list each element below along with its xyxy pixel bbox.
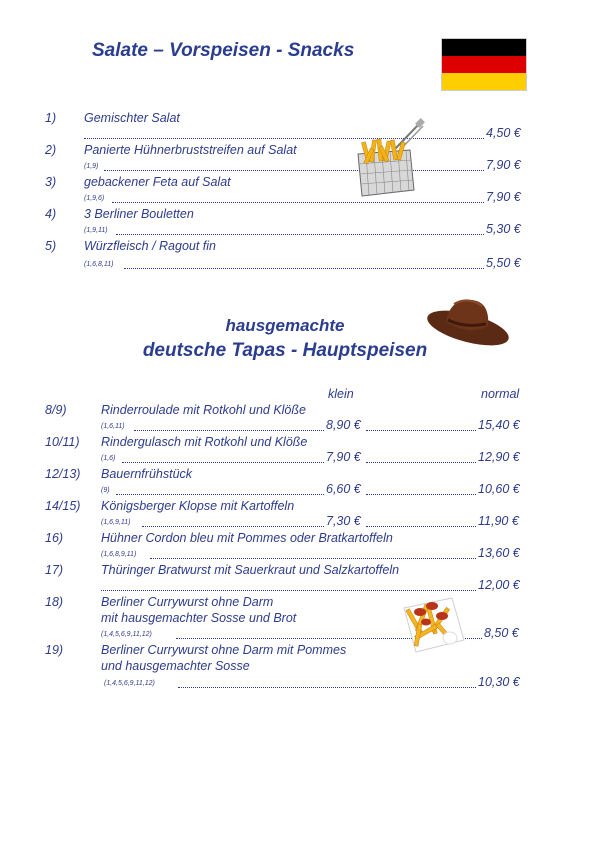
item-price-normal: 10,30 € — [478, 675, 520, 689]
item-number: 12/13) — [45, 467, 81, 481]
item-allergens: (1,4,5,6,9,11,12) — [101, 631, 152, 638]
dot-leader — [124, 268, 484, 269]
item-price-small: 7,30 € — [326, 514, 361, 528]
item-name: Rinderroulade mit Rotkohl und Klöße — [101, 403, 306, 417]
item-name: Bauernfrühstück — [101, 467, 193, 481]
item-allergens: (1,9,11) — [84, 227, 108, 234]
item-name-line2: und hausgemachter Sosse — [101, 659, 250, 673]
dot-leader — [122, 462, 324, 463]
dot-leader — [142, 526, 324, 527]
item-number: 14/15) — [45, 499, 81, 513]
item-allergens: (1,6) — [101, 455, 116, 462]
dot-leader — [134, 430, 324, 431]
dot-leader — [112, 202, 484, 203]
section-title-tapas: deutsche Tapas - Hauptspeisen — [142, 340, 428, 361]
item-price: 5,50 € — [486, 256, 521, 270]
section-title-salads: Salate – Vorspeisen - Snacks — [92, 40, 355, 61]
item-allergens: (1,6,8,11) — [84, 261, 114, 268]
dot-leader — [178, 687, 476, 688]
dot-leader — [150, 558, 476, 559]
item-number: 16) — [45, 531, 64, 545]
item-price: 5,30 € — [486, 222, 521, 236]
item-allergens: (1,9) — [84, 163, 99, 170]
item-number: 2) — [45, 143, 57, 157]
dot-leader — [116, 494, 324, 495]
item-allergens: (1,9,6) — [84, 195, 105, 202]
item-number: 1) — [45, 111, 57, 125]
item-number: 17) — [45, 563, 64, 577]
item-price-normal: 10,60 € — [478, 482, 520, 496]
dot-leader — [366, 526, 476, 527]
item-price: 7,90 € — [486, 190, 521, 204]
item-number: 10/11) — [45, 435, 80, 449]
item-name: 3 Berliner Bouletten — [84, 207, 194, 221]
item-allergens: (1,6,11) — [101, 423, 125, 430]
dot-leader — [101, 590, 476, 591]
item-price-small: 8,90 € — [326, 418, 361, 432]
currywurst-fries-icon — [402, 594, 466, 656]
item-number: 19) — [45, 643, 64, 657]
item-price-small: 6,60 € — [326, 482, 361, 496]
dot-leader — [104, 170, 484, 171]
item-allergens: (1,6,9,11) — [101, 519, 131, 526]
item-name-line2: mit hausgemachter Sosse und Brot — [101, 611, 297, 625]
flag-stripe-black — [442, 39, 526, 56]
dot-leader — [366, 462, 476, 463]
item-number: 3) — [45, 175, 57, 189]
section-subtitle-homemade: hausgemachte — [225, 316, 345, 335]
item-name: Berliner Currywurst ohne Darm — [101, 595, 274, 609]
item-price-normal: 15,40 € — [478, 418, 520, 432]
item-name: Königsberger Klopse mit Kartoffeln — [101, 499, 295, 513]
flag-stripe-gold — [442, 73, 526, 90]
item-price-normal: 12,90 € — [478, 450, 520, 464]
item-name: Rindergulasch mit Rotkohl und Klöße — [101, 435, 308, 449]
item-name: Hühner Cordon bleu mit Pommes oder Bratkartoffeln — [101, 531, 393, 545]
item-number: 18) — [45, 595, 64, 609]
column-header-normal: normal — [481, 387, 520, 401]
item-allergens: (1,6,8,9,11) — [101, 551, 137, 558]
item-name: Gemischter Salat — [84, 111, 180, 125]
item-price: 4,50 € — [486, 126, 521, 140]
item-price-small: 7,90 € — [326, 450, 361, 464]
dot-leader — [366, 430, 476, 431]
item-price-normal: 8,50 € — [484, 626, 519, 640]
item-price: 7,90 € — [486, 158, 521, 172]
item-name: Thüringer Bratwurst mit Sauerkraut und Salzkartoffeln — [101, 563, 400, 577]
item-name: Panierte Hühnerbruststreifen auf Salat — [84, 143, 297, 157]
item-number: 4) — [45, 207, 57, 221]
dot-leader — [366, 494, 476, 495]
fry-basket-icon — [354, 120, 426, 200]
flag-stripe-red — [442, 56, 526, 73]
item-number: 8/9) — [45, 403, 67, 417]
item-number: 5) — [45, 239, 57, 253]
item-allergens: (1,4,5,6,9,11,12) — [104, 680, 155, 687]
item-price-normal: 11,90 € — [478, 514, 519, 528]
item-price-normal: 13,60 € — [478, 546, 520, 560]
dot-leader — [116, 234, 484, 235]
item-name: Berliner Currywurst ohne Darm mit Pommes — [101, 643, 347, 657]
item-name: Würzfleisch / Ragout fin — [84, 239, 216, 253]
item-allergens: (9) — [101, 487, 110, 494]
item-name: gebackener Feta auf Salat — [84, 175, 231, 189]
item-price-normal: 12,00 € — [478, 578, 520, 592]
column-header-small: klein — [328, 387, 354, 401]
german-flag-icon — [441, 38, 527, 91]
